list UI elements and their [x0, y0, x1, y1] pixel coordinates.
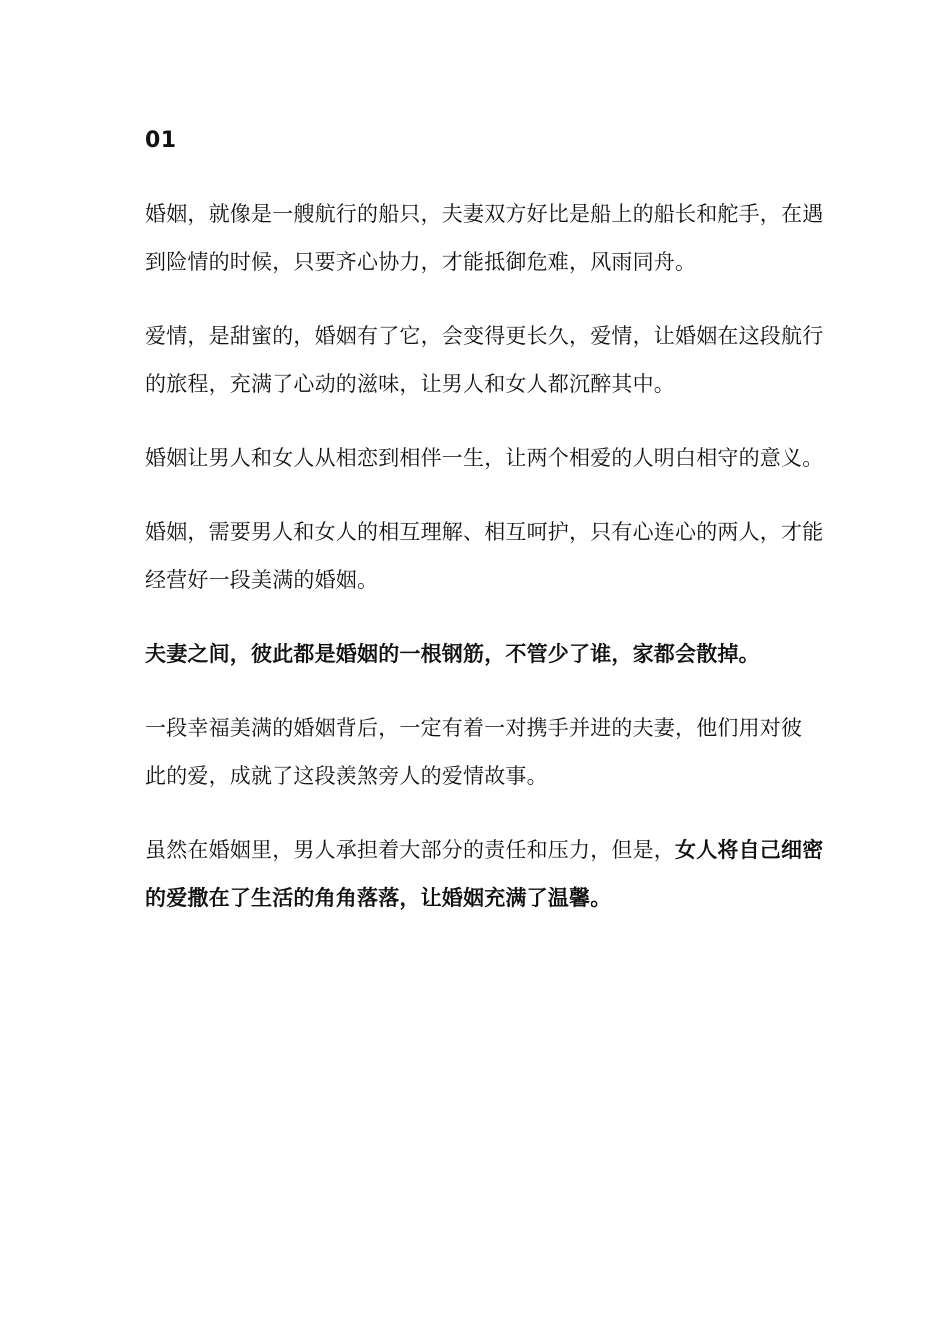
text-line: 的旅程，充满了心动的滋味，让男人和女人都沉醉其中。: [145, 372, 675, 396]
text-line: 一段幸福美满的婚姻背后，一定有着一对携手并进的夫妻，他们用对彼: [145, 716, 803, 740]
text-line: 到险情的时候，只要齐心协力，才能抵御危难，风雨同舟。: [145, 250, 697, 274]
paragraph-marriage-ship: [145, 190, 824, 286]
text-line: [145, 826, 824, 874]
article-body: [145, 190, 824, 948]
text-line: 夫妻之间，彼此都是婚姻的一根钢筋，不管少了谁，家都会散掉。: [145, 642, 760, 666]
text-normal: 虽然在婚姻里，男人承担着大部分的责任和压力，但是，: [145, 838, 675, 862]
text-line: 此的爱，成就了这段羡煞旁人的爱情故事。: [145, 764, 548, 788]
paragraph-emphasis-steel-bar: [145, 630, 817, 678]
text-line: 的爱撒在了生活的角角落落，让婚姻充满了温馨。: [145, 886, 612, 910]
text-line: 婚姻让男人和女人从相恋到相伴一生，让两个相爱的人明白相守的意义。: [145, 446, 824, 470]
paragraph-warmth: [145, 826, 824, 922]
text-line: 经营好一段美满的婚姻。: [145, 568, 379, 592]
text-line: 婚姻，需要男人和女人的相互理解、相互呵护，只有心连心的两人，才能: [145, 520, 824, 544]
paragraph-happy-marriage: [145, 704, 817, 800]
paragraph-love-sweet: [145, 312, 824, 408]
text-line: 婚姻，就像是一艘航行的船只，夫妻双方好比是船上的船长和舵手，在遇: [145, 202, 824, 226]
section-number: 01: [145, 128, 177, 153]
text-bold: 女人将自己细密: [675, 838, 824, 862]
paragraph-understanding: [145, 508, 824, 604]
paragraph-lifelong: [145, 434, 824, 482]
text-line: 爱情，是甜蜜的，婚姻有了它，会变得更长久，爱情，让婚姻在这段航行: [145, 324, 824, 348]
